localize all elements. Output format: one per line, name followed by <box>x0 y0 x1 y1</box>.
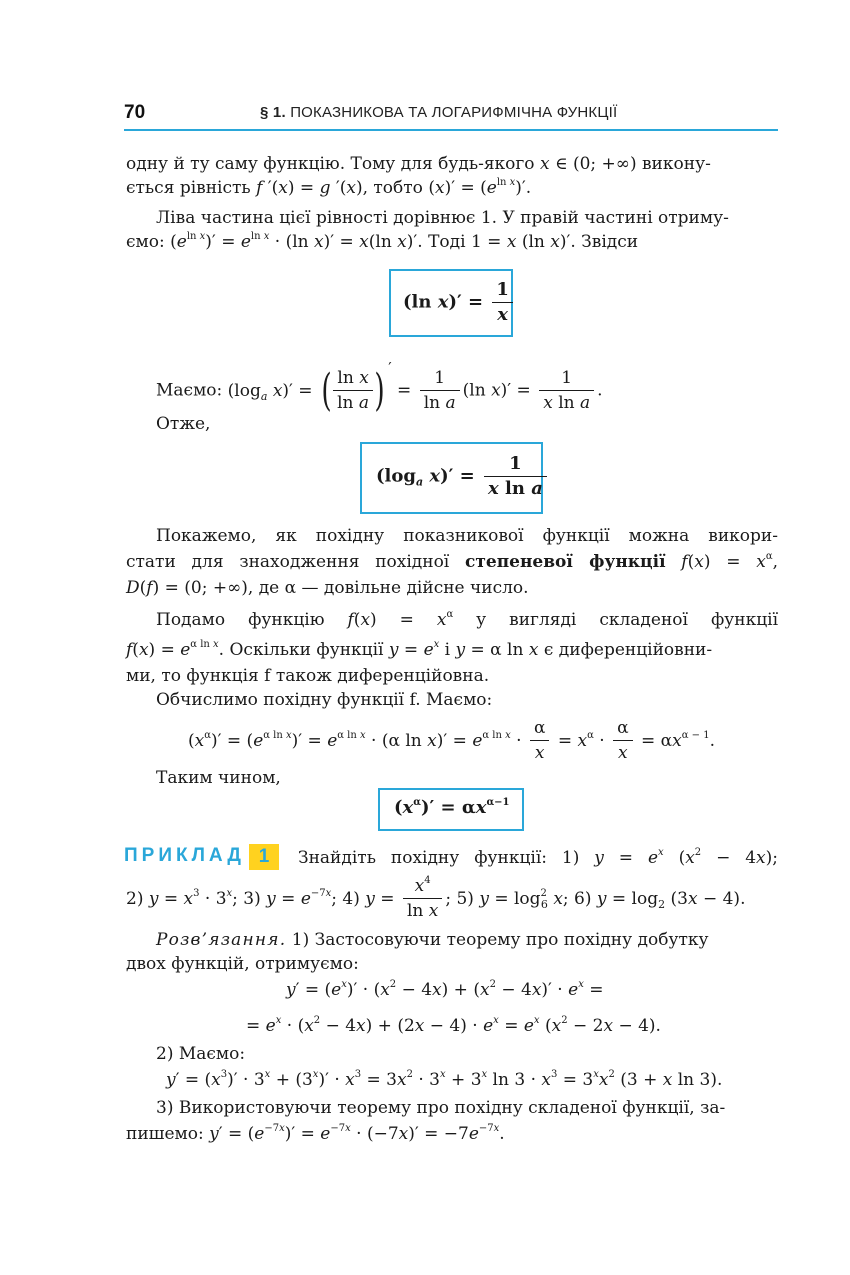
solution-line: пишемо: $y' = (e^{-7x})' = e^{-7x} \cdot (-7x)' = -7e^{-7x}$. <box>126 1123 505 1144</box>
solution-line: 2) Маємо: <box>156 1044 246 1064</box>
paragraph-line: Ліва частина цієї рівності дорівнює 1. У правій частині отриму- <box>156 208 729 228</box>
paragraph-line: ється рівність f ′(x) = g ′(x), тобто $(x)' = (e^{ln x})'$. <box>126 177 532 198</box>
section-mark: § 1. <box>260 104 286 121</box>
solution-formula: $y' = (x^3)' \cdot 3^x + (3^x)' \cdot x^3 = 3x^2 \cdot 3^x + 3^x$ $\ln 3 \cdot x^3 = 3^xx^2$ (3 + x ln 3). <box>166 1069 723 1090</box>
paragraph-line: Обчислимо похідну функції f. Маємо: <box>156 690 493 710</box>
paragraph-line: ми, то функція f також диференційовна. <box>126 666 490 686</box>
solution-line: Розв’язання. 1) Застосовуючи теорему про похідну добутку <box>156 930 709 950</box>
example-number-badge: 1 <box>249 844 279 870</box>
example-statement: 2) $y = x^3 \cdot 3^x$; 3) $y = e^{-7x}$; 4) y = $\frac{x^4}{\text{ln x}}$ ; 5) $y = \log^2_6 x$; 6) $y = \log_2 (3x - 4)$. <box>126 875 746 921</box>
paragraph-line: D(f) = (0; +∞), де α — довільне дійсне число. <box>126 578 529 598</box>
paragraph-line: Отже, <box>156 414 211 434</box>
formula-box-log-a-derivative: ($\log_a$ x)′ = $\frac{1}{\text{x ln a}}$ <box>360 442 543 514</box>
paragraph-line: Таким чином, <box>156 768 281 788</box>
paragraph-line: Покажемо, як похідну показникової функції можна викори- <box>156 526 778 546</box>
paragraph-line: стати для знаходження похідної степеневої функції $f(x) = x^\alpha$, <box>126 551 778 572</box>
chapter-title <box>260 104 617 121</box>
formula-line-log-derivative: Маємо: ($\log_a$ x)′ = ( $\frac{\text{ln x}}{\text{ln a}}$ ) ′ = $\frac{1}{\text{ln a}}$ (ln x)′ = $\frac{1}{\text{x ln a}}$ . <box>156 359 603 416</box>
paragraph-line: одну й ту саму функцію. Тому для будь-якого x ∈ (0; +∞) викону- <box>126 154 711 174</box>
paragraph-line: $f(x) = e^{\alpha ln x}$. Оскільки функції $y = e^x$ і y = α ln x є диференційовни- <box>126 639 713 660</box>
formula-line-power-derivation: $(x^\alpha)' = (e^{\alpha ln x})' = e^{\alpha ln x} \cdot (\alpha$ $\ln x)' = e^{\alpha ln x}$ · $\frac{\alpha}{x}$ = $x^\alpha$ · $\frac{\alpha}{x}$ = $\alpha x^{\alpha - 1}$. <box>188 718 715 763</box>
example-statement: Знайдіть похідну функції: 1) $y = e^x$ $(x^2 - 4x)$; <box>298 847 779 868</box>
solution-formula: $y' = (e^x)' \cdot (x^2 - 4x) + (x^2 - 4x)' \cdot e^x$ = <box>286 979 604 1000</box>
formula-box-power-derivative: $(x^\alpha)' = \alpha x^{\alpha-1}$ <box>378 788 524 831</box>
example-label: ПРИКЛАД <box>124 845 245 866</box>
solution-line: двох функцій, отримуємо: <box>126 954 359 974</box>
page-header <box>124 100 778 130</box>
solution-line: 3) Використовуючи теорему про похідну складеної функції, за- <box>156 1098 726 1118</box>
paragraph-line: ємо: $(e^{ln x})' = e^{ln x} \cdot (\ln$ x)′ = x(ln x)′. Тоді 1 = x (ln x)′. Звідси <box>126 231 639 252</box>
formula-box-ln-derivative: (ln x)′ = $\frac{1}{x}$ <box>389 269 513 337</box>
paragraph-line: Подамо функцію $f(x) = x^\alpha$ у вигляді складеної функції <box>156 609 779 630</box>
solution-formula: = $e^x \cdot (x^2 - 4x) + (2x - 4) \cdot e^x = e^x$ $(x^2 - 2x - 4)$. <box>246 1015 661 1036</box>
page-number: 70 <box>124 102 146 123</box>
chapter-title-text: ПОКАЗНИКОВА ТА ЛОГАРИФМІЧНА ФУНКЦІЇ <box>290 104 618 121</box>
header-rule <box>124 129 778 131</box>
